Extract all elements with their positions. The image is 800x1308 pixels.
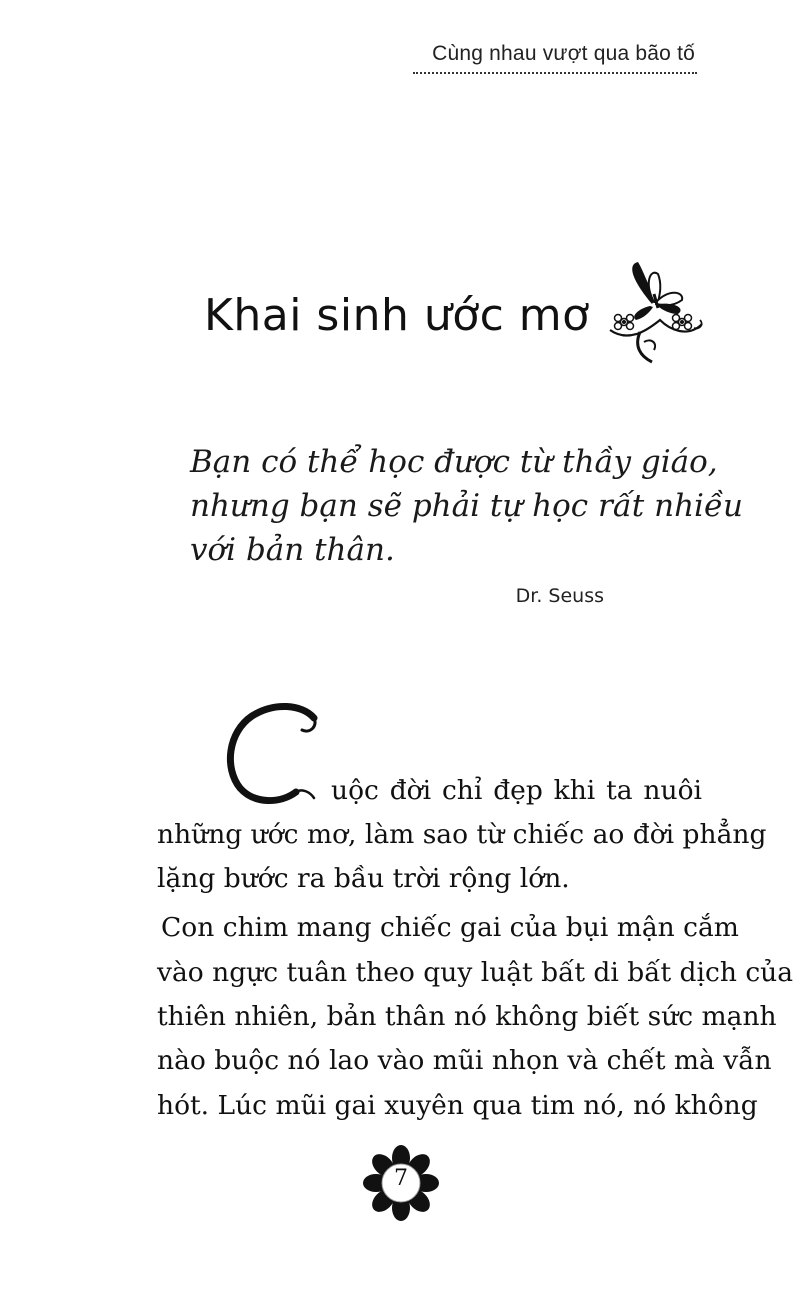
header-dotted-rule [413,72,697,74]
running-header: Cùng nhau vượt qua bão tố [432,42,695,65]
body-line: uộc đời chỉ đẹp khi ta nuôi [331,775,702,806]
body-line: thiên nhiên, bản thân nó không biết sức mạnh [157,1001,777,1032]
body-line: lặng bước ra bầu trời rộng lớn. [157,863,570,894]
body-line: những ước mơ, làm sao từ chiếc ao đời phẳng [157,819,767,850]
butterfly-flower-icon [600,258,710,368]
epigraph-line: nhưng bạn sẽ phải tự học rất nhiều [190,488,744,524]
epigraph-line: với bản thân. [190,532,395,568]
body-line: vào ngực tuân theo quy luật bất di bất dịch của [157,957,794,988]
epigraph-line: Bạn có thể học được từ thầy giáo, [190,444,718,480]
epigraph-quote [190,440,744,572]
drop-cap-letter [218,700,328,810]
body-line: Con chim mang chiếc gai của bụi mận cắm [161,912,739,943]
epigraph-author: Dr. Seuss [515,585,604,607]
body-line: hót. Lúc mũi gai xuyên qua tim nó, nó không [157,1090,758,1121]
page-number: 7 [394,1166,408,1191]
body-line: nào buộc nó lao vào mũi nhọn và chết mà vẫn [157,1045,772,1076]
chapter-title: Khai sinh ước mơ [204,290,590,341]
